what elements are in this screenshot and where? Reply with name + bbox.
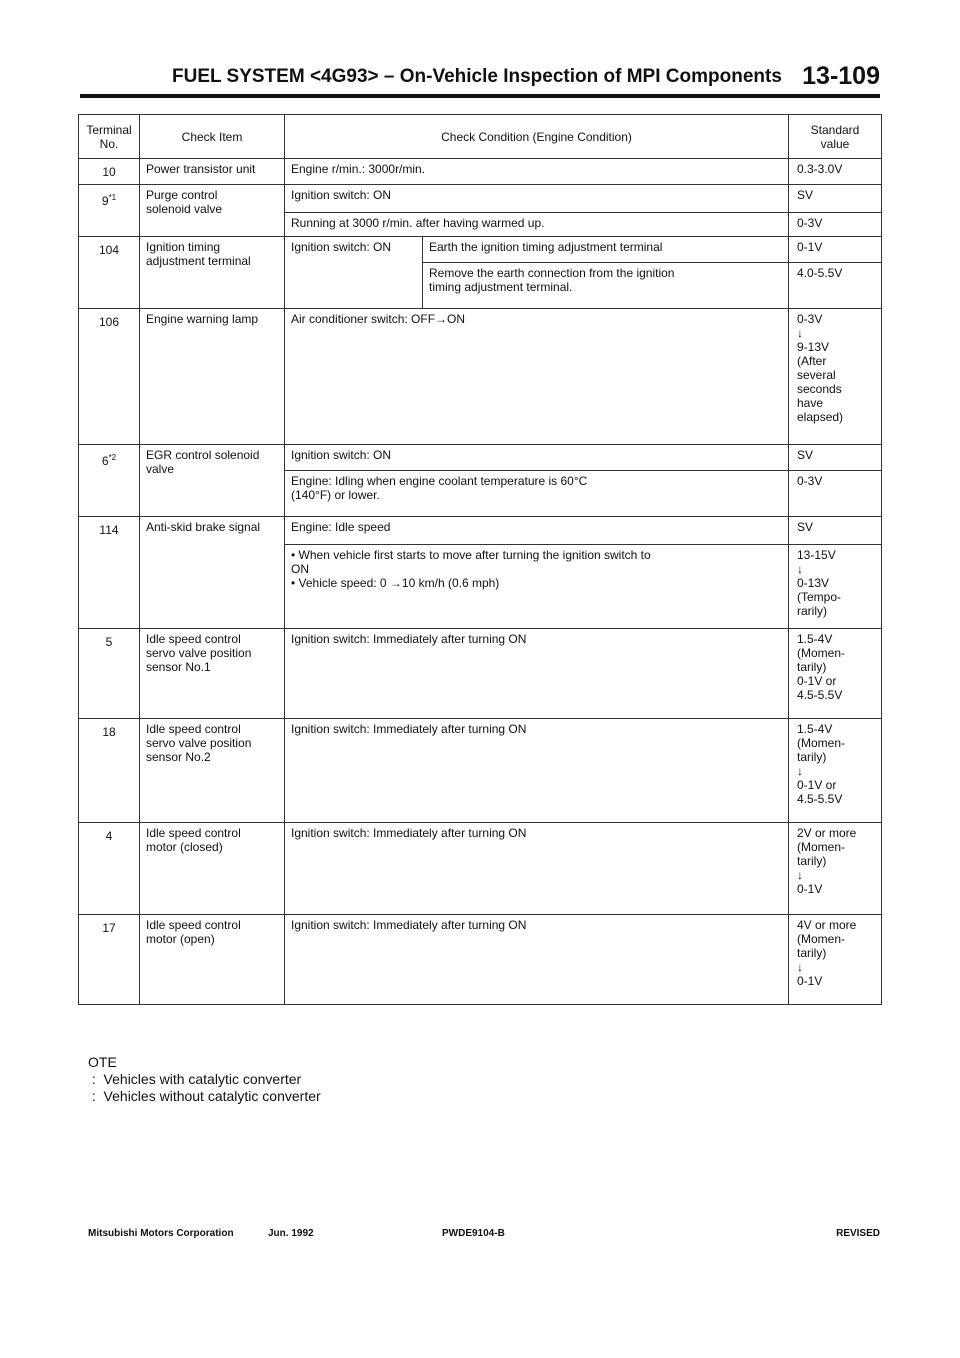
terminal-number: 9 <box>101 194 109 208</box>
terminal-cell: 106 <box>79 309 140 445</box>
check-item-cell: Idle speed control motor (closed) <box>140 823 285 915</box>
standard-cell: 1.5-4V (Momen- tarily) ↓ 0-1V or 4.5-5.5V <box>789 719 882 823</box>
terminal-cell: 18 <box>79 719 140 823</box>
table-row <box>79 159 882 185</box>
condition-cell: Engine r/min.: 3000r/min. <box>285 159 789 185</box>
condition-cell: Ignition switch: Immediately after turning ON <box>285 915 789 1005</box>
standard-cell: 0-3V <box>789 213 882 237</box>
terminal-cell <box>79 445 140 517</box>
footnote-mark: *1 <box>108 193 117 202</box>
table-row <box>79 445 882 471</box>
header-standard: Standard value <box>789 115 882 159</box>
terminal-number: 6 <box>101 454 109 468</box>
header-condition: Check Condition (Engine Condition) <box>285 115 789 159</box>
condition-cell: Engine: Idle speed <box>285 517 789 545</box>
condition-cell: Ignition switch: Immediately after turning ON <box>285 823 789 915</box>
table-row <box>79 629 882 719</box>
footer-company: Mitsubishi Motors Corporation <box>88 1228 234 1239</box>
condition-cell: • When vehicle first starts to move after turning the ignition switch to ON • Vehicle speed: 0 →10 km/h (0.6 mph) <box>285 545 789 629</box>
table-row <box>79 915 882 1005</box>
standard-cell: 0-1V <box>789 237 882 263</box>
condition-cell: Running at 3000 r/min. after having warmed up. <box>285 213 789 237</box>
standard-cell: 0-3V <box>789 471 882 517</box>
standard-cell: SV <box>789 517 882 545</box>
page-title: FUEL SYSTEM <4G93> – On-Vehicle Inspection of MPI Components <box>172 66 782 87</box>
terminal-cell <box>79 185 140 237</box>
header-check-item: Check Item <box>140 115 285 159</box>
check-item-cell: Idle speed control motor (open) <box>140 915 285 1005</box>
condition-cell: Ignition switch: Immediately after turning ON <box>285 719 789 823</box>
condition-cell: Ignition switch: ON <box>285 237 423 309</box>
standard-cell: 13-15V ↓ 0-13V (Tempo- rarily) <box>789 545 882 629</box>
condition-cell: Ignition switch: Immediately after turning ON <box>285 629 789 719</box>
check-item-cell: Purge control solenoid valve <box>140 185 285 237</box>
terminal-cell: 17 <box>79 915 140 1005</box>
terminal-cell: 10 <box>79 159 140 185</box>
check-item-cell: Engine warning lamp <box>140 309 285 445</box>
standard-cell: 4.0-5.5V <box>789 263 882 309</box>
standard-cell: SV <box>789 445 882 471</box>
check-item-cell: Idle speed control servo valve position sensor No.1 <box>140 629 285 719</box>
standard-cell: 1.5-4V (Momen- tarily) 0-1V or 4.5-5.5V <box>789 629 882 719</box>
header-terminal: Terminal No. <box>79 115 140 159</box>
terminal-cell: 114 <box>79 517 140 629</box>
condition-cell: Air conditioner switch: OFF→ON <box>285 309 789 445</box>
standard-cell: SV <box>789 185 882 213</box>
check-item-cell: Idle speed control servo valve position sensor No.2 <box>140 719 285 823</box>
sub-condition-cell: Earth the ignition timing adjustment terminal <box>423 237 789 263</box>
check-item-cell: Ignition timing adjustment terminal <box>140 237 285 309</box>
footnote-mark: *2 <box>108 453 117 462</box>
footer-date: Jun. 1992 <box>268 1228 314 1239</box>
table-header-row <box>79 115 882 159</box>
page-header <box>80 62 880 96</box>
table-row <box>79 309 882 445</box>
header-rule <box>80 94 880 98</box>
table-row <box>79 237 882 263</box>
terminal-cell: 104 <box>79 237 140 309</box>
terminal-cell: 4 <box>79 823 140 915</box>
condition-cell: Ignition switch: ON <box>285 185 789 213</box>
standard-cell: 0.3-3.0V <box>789 159 882 185</box>
terminal-cell: 5 <box>79 629 140 719</box>
table-row <box>79 719 882 823</box>
check-item-cell: EGR control solenoid valve <box>140 445 285 517</box>
check-item-cell: Anti-skid brake signal <box>140 517 285 629</box>
table-row <box>79 823 882 915</box>
condition-cell: Engine: Idling when engine coolant temperature is 60°C (140°F) or lower. <box>285 471 789 517</box>
table-row <box>79 517 882 545</box>
standard-cell: 2V or more (Momen- tarily) ↓ 0-1V <box>789 823 882 915</box>
inspection-table <box>78 114 882 1005</box>
page-number: 13-109 <box>802 62 880 90</box>
table-row <box>79 185 882 213</box>
condition-cell: Ignition switch: ON <box>285 445 789 471</box>
standard-cell: 4V or more (Momen- tarily) ↓ 0-1V <box>789 915 882 1005</box>
sub-condition-cell: Remove the earth connection from the ignition timing adjustment terminal. <box>423 263 789 309</box>
footer-status: REVISED <box>836 1228 880 1239</box>
footer-code: PWDE9104-B <box>442 1228 505 1239</box>
footnote: OTE : Vehicles with catalytic converter : Vehicles without catalytic converter <box>88 1054 321 1104</box>
standard-cell: 0-3V ↓ 9-13V (After several seconds have elapsed) <box>789 309 882 445</box>
check-item-cell: Power transistor unit <box>140 159 285 185</box>
